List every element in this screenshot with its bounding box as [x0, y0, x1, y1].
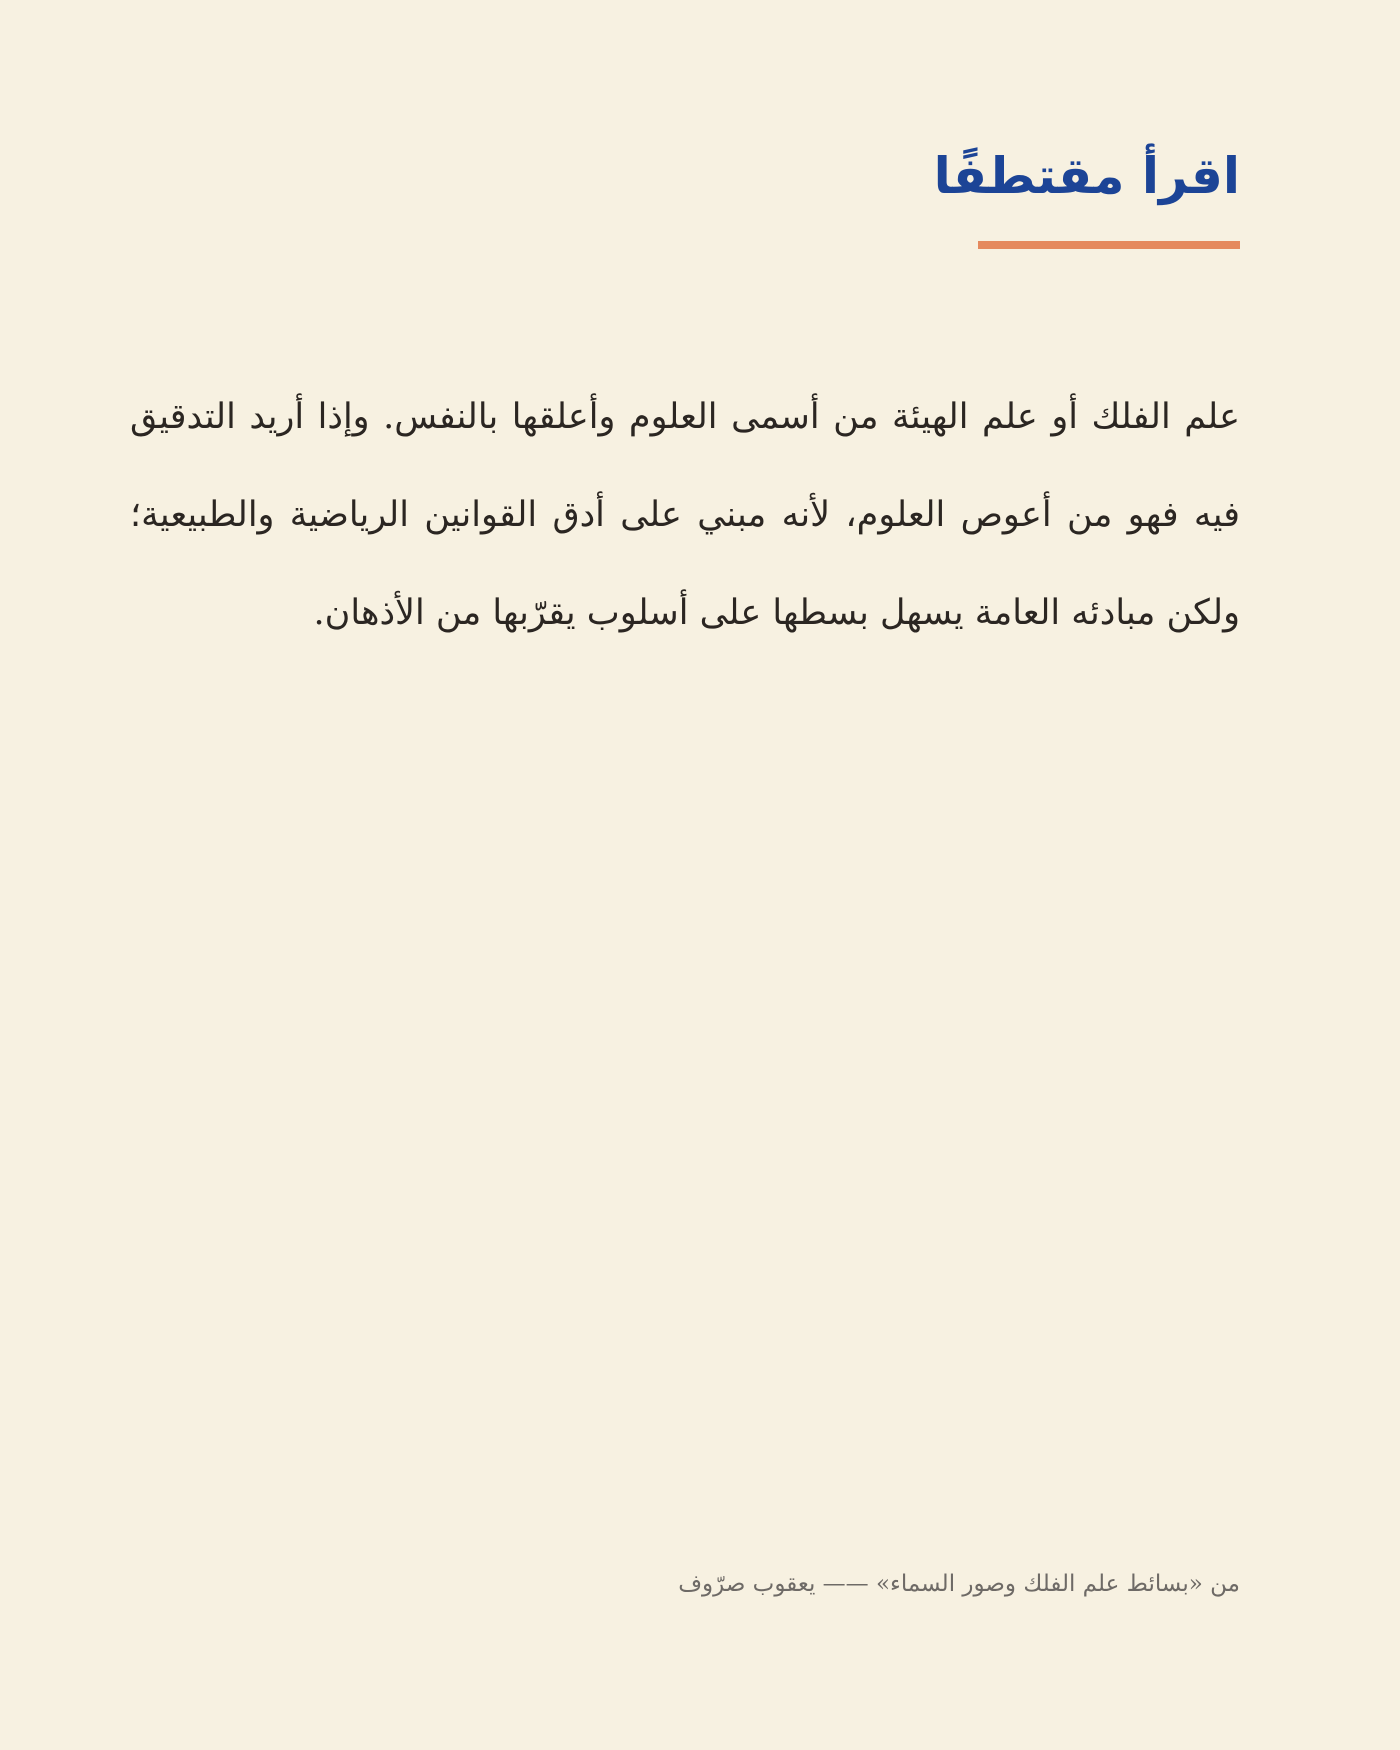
page-title: اقرأ مقتطفًا — [933, 147, 1240, 205]
source-attribution: من «بسائط علم الفلك وصور السماء» —— يعقوب صرّوف — [678, 1571, 1240, 1597]
excerpt-passage: علم الفلك أو علم الهيئة من أسمى العلوم وأعلقها بالنفس. وإذا أريد التدقيق فيه فهو من أعوص العلوم، لأنه مبني على أدق القوانين الرياضية والطبيعية؛ ولكن مبادئه العامة يسهل بسطها على أسلوب يقرّبها من الأذهان. — [130, 397, 1240, 633]
title-underline-divider — [978, 241, 1240, 249]
